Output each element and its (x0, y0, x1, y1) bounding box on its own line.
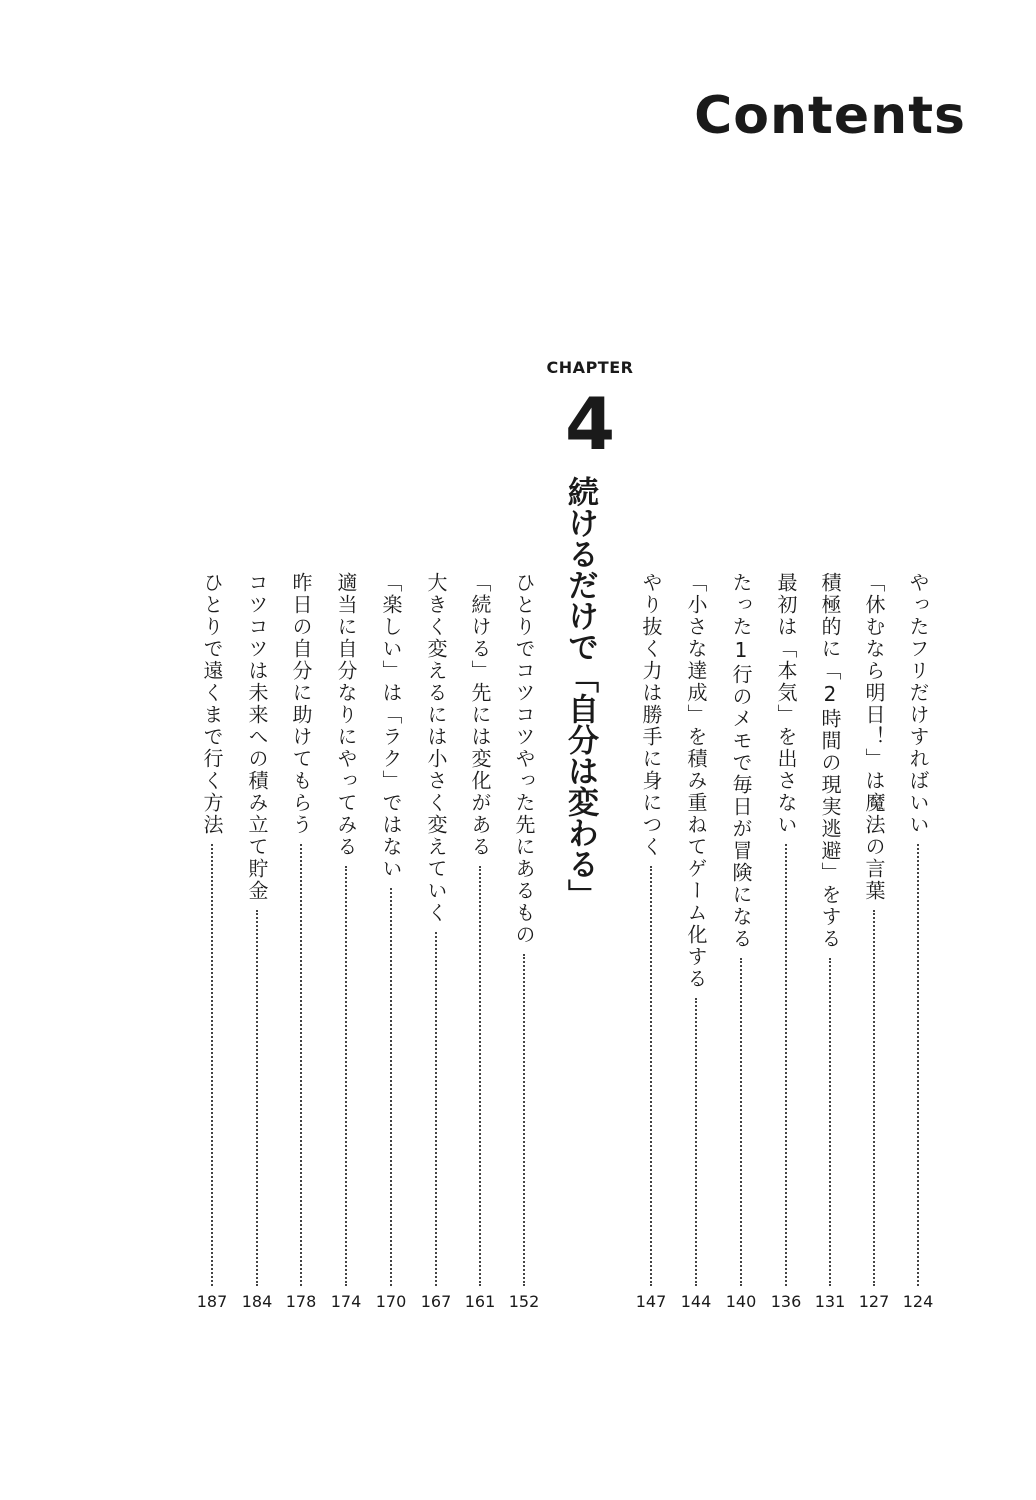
toc-entry-title: 「楽しい」は「ラク」ではない (379, 572, 403, 880)
page-title: Contents (694, 86, 966, 146)
toc-entry-page: 144 (680, 1292, 712, 1311)
toc-entry-title: コツコツは未来への積み立て貯金 (245, 572, 269, 902)
toc-entry[interactable] (674, 572, 718, 1312)
toc-entry-title: やり抜く力は勝手に身につく (639, 572, 663, 858)
toc-entry[interactable] (629, 572, 673, 1312)
toc-entry-page: 184 (241, 1292, 273, 1311)
dot-leader (785, 844, 787, 1286)
dot-leader (695, 998, 697, 1286)
dot-leader (740, 958, 742, 1286)
toc-entry-page: 140 (725, 1292, 757, 1311)
toc-entry[interactable] (458, 572, 502, 1312)
dot-leader (256, 910, 258, 1286)
toc-entry[interactable] (369, 572, 413, 1312)
toc-entry-page: 178 (285, 1292, 317, 1311)
toc-entry-title: やったフリだけすればいい (906, 572, 930, 836)
dot-leader (211, 844, 213, 1286)
toc-entry-page: 187 (196, 1292, 228, 1311)
chapter-number: 4 (564, 382, 616, 466)
toc-entry-page: 174 (330, 1292, 362, 1311)
toc-entry[interactable] (719, 572, 763, 1312)
dot-leader (300, 844, 302, 1286)
toc-entry-title: 最初は「本気」を出さない (774, 572, 798, 836)
toc-entry-page: 152 (508, 1292, 540, 1311)
toc-entry-page: 161 (464, 1292, 496, 1311)
dot-leader (650, 866, 652, 1286)
dot-leader (345, 866, 347, 1286)
toc-entry[interactable] (896, 572, 940, 1312)
toc-entry-title: たった1行のメモで毎日が冒険になる (729, 572, 753, 950)
toc-entry[interactable] (324, 572, 368, 1312)
toc-entry-page: 124 (902, 1292, 934, 1311)
toc-entry-title: 適当に自分なりにやってみる (334, 572, 358, 858)
toc-entry[interactable] (279, 572, 323, 1312)
dot-leader (523, 954, 525, 1286)
toc-entry-page: 131 (814, 1292, 846, 1311)
toc-entry-page: 170 (375, 1292, 407, 1311)
toc-entry-title: 「小さな達成」を積み重ねてゲーム化する (684, 572, 708, 990)
toc-entry[interactable] (852, 572, 896, 1312)
toc-entry-title: 「続ける」先には変化がある (468, 572, 492, 858)
dot-leader (829, 958, 831, 1286)
dot-leader (917, 844, 919, 1286)
toc-entry[interactable] (235, 572, 279, 1312)
toc-entry[interactable] (808, 572, 852, 1312)
toc-entry-page: 147 (635, 1292, 667, 1311)
toc-entry-page: 167 (420, 1292, 452, 1311)
toc-entry-page: 136 (770, 1292, 802, 1311)
toc-entry-title: ひとりで遠くまで行く方法 (200, 572, 224, 836)
toc-entry-title: 「休むなら明日！」は魔法の言葉 (862, 572, 886, 902)
dot-leader (390, 888, 392, 1286)
toc-entry-title: 昨日の自分に助けてもらう (289, 572, 313, 836)
toc-entry[interactable] (190, 572, 234, 1312)
toc-entry-page: 127 (858, 1292, 890, 1311)
dot-leader (873, 910, 875, 1286)
toc-entry[interactable] (502, 572, 546, 1312)
dot-leader (435, 932, 437, 1286)
toc-entry-title: ひとりでコツコツやった先にあるもの (512, 572, 536, 946)
toc-entry[interactable] (414, 572, 458, 1312)
toc-entry-title: 大きく変えるには小さく変えていく (424, 572, 448, 924)
toc-entry-title: 積極的に「2時間の現実逃避」をする (818, 572, 842, 950)
toc-entry[interactable] (764, 572, 808, 1312)
dot-leader (479, 866, 481, 1286)
chapter-label: CHAPTER (546, 358, 634, 377)
chapter-title: 続けるだけで「自分は変わる」 (562, 476, 598, 910)
